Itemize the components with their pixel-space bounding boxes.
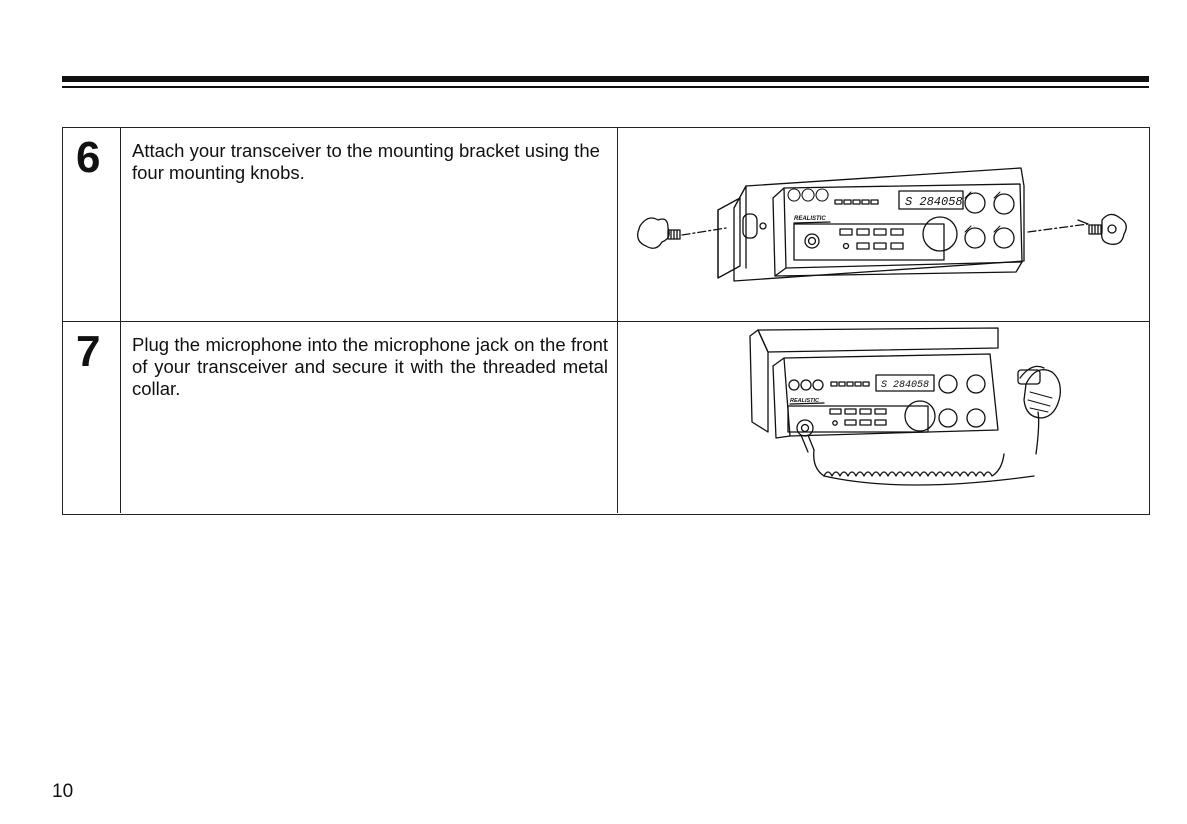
header-rule-thin xyxy=(62,86,1149,88)
brand-logo: REALISTIC xyxy=(794,216,826,222)
display-readout: S 284058 xyxy=(905,195,963,209)
step-instruction: Attach your transceiver to the mounting bracket using the four mounting knobs. xyxy=(132,140,600,183)
display-readout: S 284058 xyxy=(881,380,930,391)
bracket-mounting-illustration xyxy=(618,128,1148,320)
header-rule-thick xyxy=(62,76,1149,82)
step-instruction: Plug the microphone into the microphone jack on the front of your transceiver and secure it with the threaded metal collar. xyxy=(132,334,608,399)
step-illustration-cell xyxy=(618,128,1148,321)
step-number: 7 xyxy=(76,327,101,376)
brand-logo: REALISTIC xyxy=(790,398,820,404)
step-number: 6 xyxy=(76,133,101,182)
step-text-cell xyxy=(121,322,618,513)
step-illustration-cell xyxy=(618,322,1148,513)
microphone-connection-illustration xyxy=(618,322,1148,512)
step-row-6 xyxy=(63,128,1149,322)
steps-table xyxy=(62,127,1150,515)
page-number: 10 xyxy=(52,781,74,802)
step-row-7 xyxy=(63,322,1149,513)
step-text-cell xyxy=(121,128,618,321)
step-number-cell xyxy=(63,128,121,321)
step-number-cell xyxy=(63,322,121,513)
